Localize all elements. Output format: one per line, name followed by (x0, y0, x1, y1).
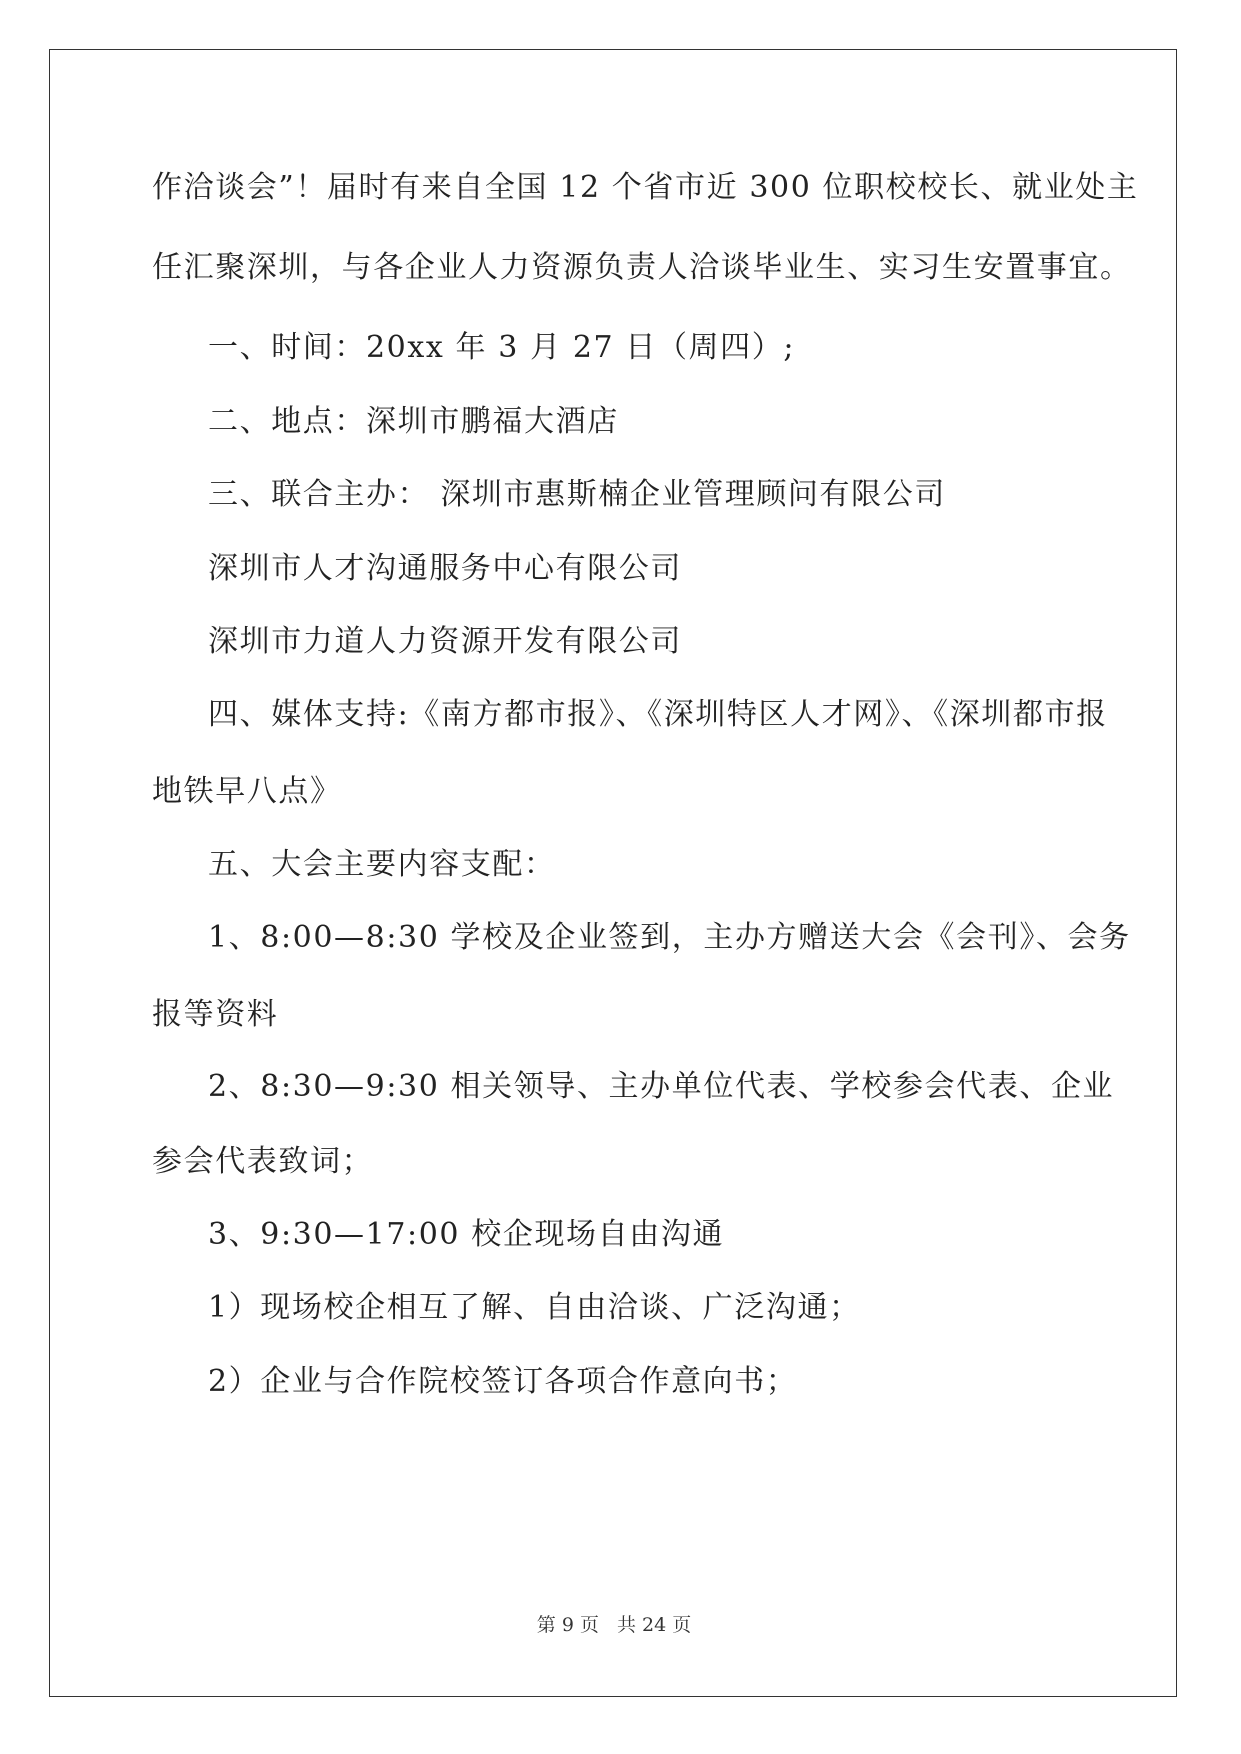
page-footer (50, 1613, 1178, 1637)
text-line: 任汇聚深圳，与各企业人力资源负责人洽谈毕业生、实习生安置事宜。 (152, 250, 1132, 285)
page-number: 第 9 页 (536, 1614, 599, 1636)
text-line: 2）企业与合作院校签订各项合作意向书； (208, 1364, 798, 1399)
text-line: 深圳市人才沟通服务中心有限公司 (208, 551, 682, 586)
text-line: 三、联合主办： 深圳市惠斯楠企业管理顾问有限公司 (208, 477, 946, 512)
text-line: 1）现场校企相互了解、自由洽谈、广泛沟通； (208, 1290, 861, 1325)
text-line: 二、地点：深圳市鹏福大酒店 (208, 404, 619, 439)
text-line: 地铁早八点》 (152, 774, 342, 809)
text-line: 参会代表致词； (152, 1144, 374, 1179)
text-line: 四、媒体支持:《南方都市报》、《深圳特区人才网》、《深圳都市报 (208, 697, 1108, 732)
text-line: 一、时间：20xx 年 3 月 27 日（周四）; (208, 330, 796, 365)
text-line: 2、8:30—9:30 相关领导、主办单位代表、学校参会代表、企业 (208, 1069, 1115, 1104)
text-line: 深圳市力道人力资源开发有限公司 (208, 624, 682, 659)
page-frame (49, 49, 1177, 1697)
text-line: 五、大会主要内容支配： (208, 847, 556, 882)
text-line: 1、8:00—8:30 学校及企业签到，主办方赠送大会《会刊》、会务 (208, 920, 1131, 955)
text-line: 3、9:30—17:00 校企现场自由沟通 (208, 1217, 725, 1252)
text-line: 报等资料 (152, 997, 279, 1032)
page-total: 共 24 页 (616, 1614, 692, 1636)
text-line: 作洽谈会”！届时有来自全国 12 个省市近 300 位职校校长、就业处主 (152, 170, 1139, 205)
